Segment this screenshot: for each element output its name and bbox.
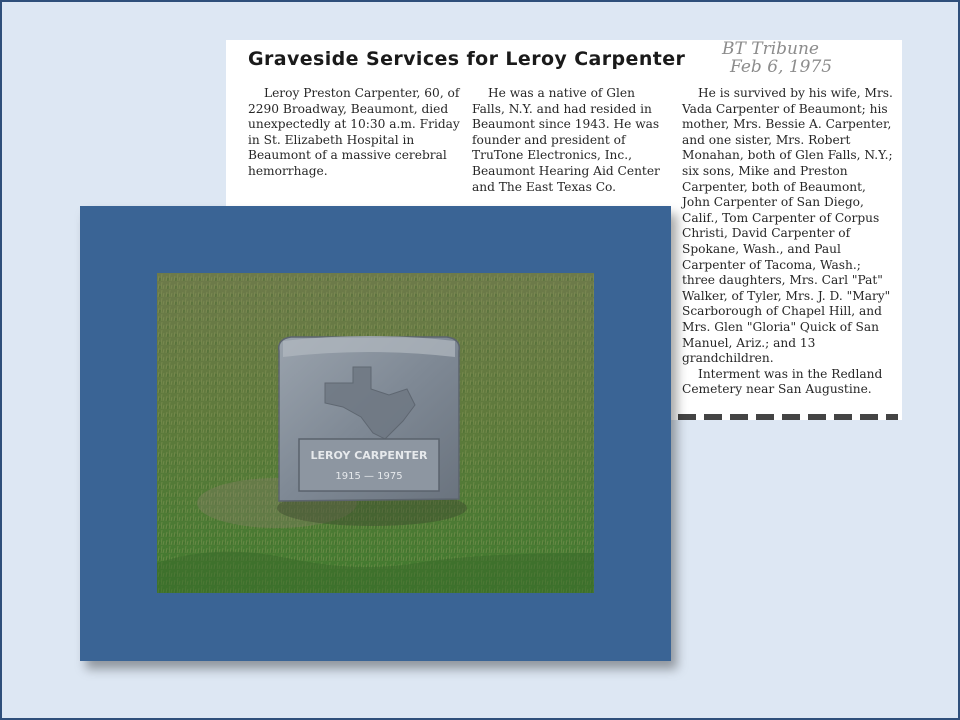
plaque-years-text: 1915 — 1975 xyxy=(335,471,403,482)
gravestone-image xyxy=(157,273,594,593)
gravestone-photo xyxy=(157,273,594,593)
handwritten-note xyxy=(714,40,894,76)
cutoff-text-fragment xyxy=(678,414,898,420)
obituary-column-1: Leroy Preston Carpenter, 60, of 2290 Broadway, Beaumont, died unexpectedly at 10:30 a.m. Friday in St. Elizabeth Hospital in Beaumont of a massive cerebral hemorrhage. xyxy=(248,86,460,178)
name-plaque xyxy=(299,439,439,491)
obituary-survivors-paragraph: He is survived by his wife, Mrs. Vada Carpenter of Beaumont; his mother, Mrs. Bessie A. Carpenter, and one sister, Mrs. Robert Monahan, both of Glen Falls, N.Y.; six sons, Mike and Preston Carpenter, both of Beaumont, John Carpenter of San Diego, Calif., Tom Carpenter of Corpus Christi, David Carpenter of Spokane, Wash., and Paul Carpenter of Tacoma, Wash.; three daughters, Mrs. Carl "Pat" Walker, of Tyler, Mrs. J. D. "Mary" Scarborough of Chapel Hill, and Mrs. Glen "Gloria" Quick of San Manuel, Ariz.; and 13 grandchildren. xyxy=(682,86,893,366)
handwritten-note-line2: Feb 6, 1975 xyxy=(730,57,833,77)
plaque-name-text: LEROY CARPENTER xyxy=(310,449,428,462)
obituary-interment-paragraph: Interment was in the Redland Cemetery near San Augustine. xyxy=(682,366,883,397)
handwritten-note-line1: BT Tribune xyxy=(722,39,819,59)
obituary-column-2: He was a native of Glen Falls, N.Y. and had resided in Beaumont since 1943. He was founder and president of TruTone Electronics, Inc., Beaumont Hearing Aid Center and The East Texas Co. xyxy=(472,86,660,194)
obituary-column-3 xyxy=(682,86,896,398)
photo-mat xyxy=(80,206,671,661)
clipping-headline: Graveside Services for Leroy Carpenter xyxy=(248,48,686,70)
